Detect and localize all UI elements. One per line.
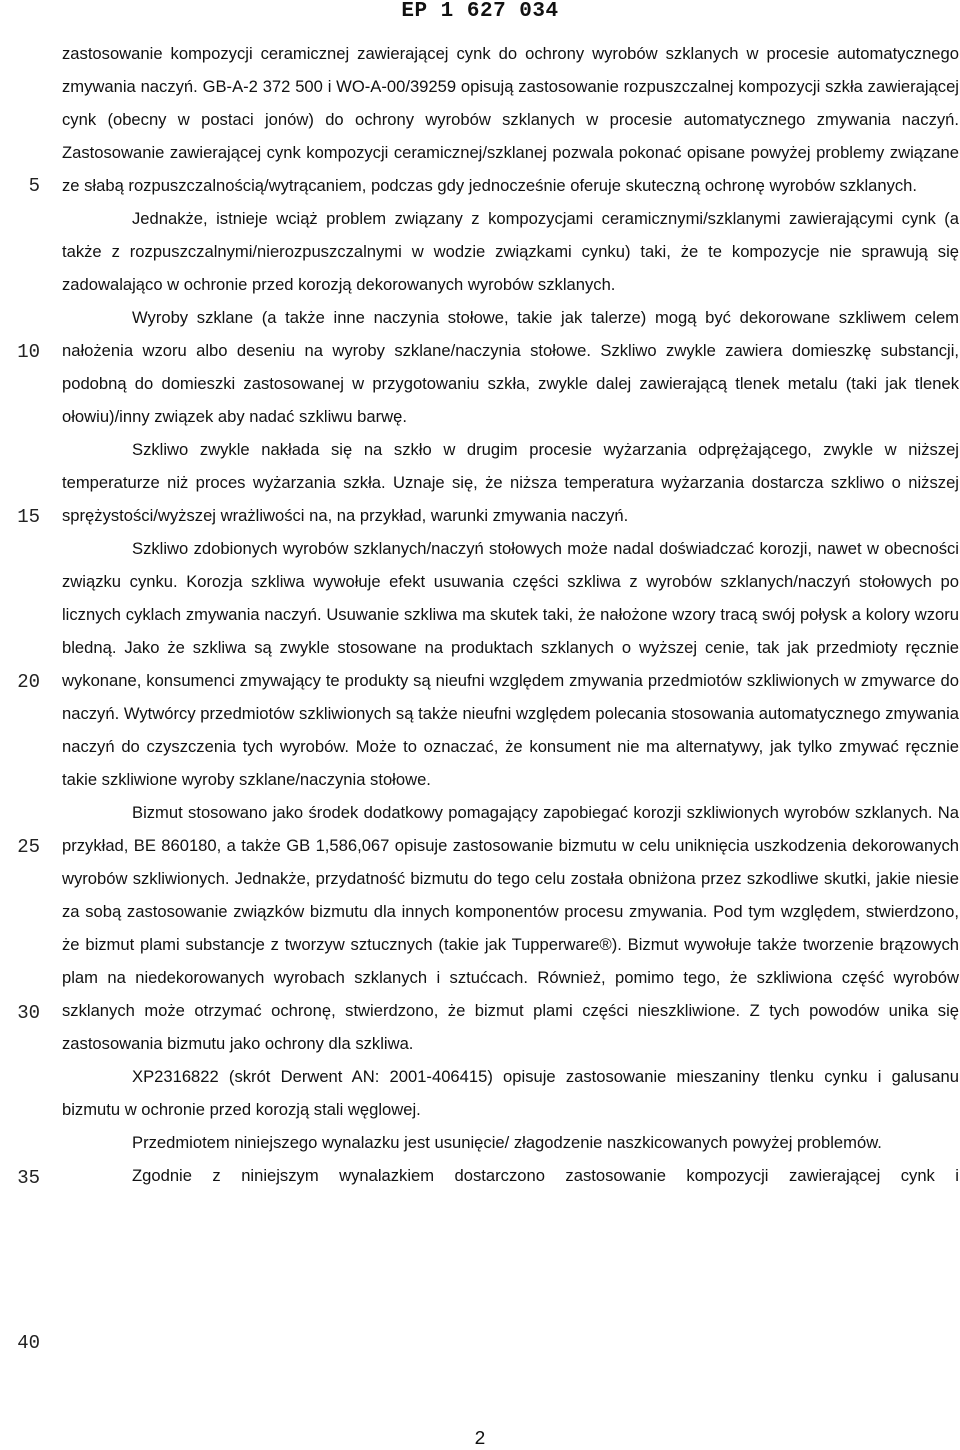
paragraph: Zgodnie z niniejszym wynalazkiem dostarczono zastosowanie kompozycji zawierającej cynk i [132,1166,959,1185]
line-number: 25 [17,836,40,858]
document-number-header: EP 1 627 034 [401,0,559,23]
paragraph: Szkliwo zdobionych wyrobów szklanych/naczyń stołowych może nadal doświadczać korozji, nawet w obecności związku cynku. Korozja szkliwa wywołuje efekt usuwania części szkliwa z wyrobów szklanych/naczyń stołowych po licznych cyklach zmywania naczyń. Usuwanie szkliwa ma skutek taki, że nałożone wzory tracą swój połysk a kolory wzoru bledną. Jako że szkliwa są zwykle stosowane na produktach szklanych o wyższej cenie, tak jak przedmioty ręcznie wykonane, konsumenci zmywający te produkty są nieufni względem zmywania przedmiotów szkliwionych w zmywarce do naczyń. Wytwórcy przedmiotów szkliwionych są także nieufni względem polecania stosowania automatycznego zmywania naczyń do czyszczenia tych wyrobów. Może to oznaczać, że konsument nie ma alternatywy, jak tylko zmywać ręcznie takie szkliwione wyroby szklane/naczynia stołowe. [62,539,959,789]
document-body [62,37,959,1192]
line-number: 15 [17,506,40,528]
line-number: 20 [17,671,40,693]
line-number: 10 [17,341,40,363]
paragraph: Jednakże, istnieje wciąż problem związany z kompozycjami ceramicznymi/szklanymi zawierającymi cynk (a także z rozpuszczalnymi/nierozpuszczalnymi w wodzie związkami cynku) taki, że te kompozycje nie sprawują się zadowalająco w ochronie przed korozją dekorowanych wyrobów szklanych. [62,209,959,294]
paragraph: Bizmut stosowano jako środek dodatkowy pomagający zapobiegać korozji szkliwionych wyrobów szklanych. Na przykład, BE 860180, a także GB 1,586,067 opisuje zastosowanie bizmutu w celu uniknięcia uszkodzenia dekorowanych wyrobów szkliwionych. Jednakże, przydatność bizmutu do tego celu została obniżona przez szkodliwe skutki, jakie niesie za sobą zastosowanie związków bizmutu dla innych komponentów procesu zmywania. Pod tym względem, stwierdzono, że bizmut plami substancje z tworzyw sztucznych (takie jak Tupperware®). Bizmut wywołuje także tworzenie brązowych plam na niedekorowanych wyrobach szklanych i sztućcach. Również, pomimo tego, że szkliwiona część wyrobów szklanych może otrzymać ochronę, stwierdzono, że bizmut plami części nieszkliwione. Z tych powodów unika się zastosowania bizmutu jako ochrony dla szkliwa. [62,803,959,1053]
line-number: 30 [17,1002,40,1024]
paragraph: Przedmiotem niniejszego wynalazku jest usunięcie/ złagodzenie naszkicowanych powyżej problemów. [132,1133,882,1152]
line-number: 5 [28,175,40,197]
line-number: 40 [17,1332,40,1354]
line-number: 35 [17,1167,40,1189]
page-number: 2 [474,1428,486,1450]
paragraph: Wyroby szklane (a także inne naczynia stołowe, takie jak talerze) mogą być dekorowane szkliwem celem nałożenia wzoru albo deseniu na wyroby szklane/naczynia stołowe. Szkliwo zwykle zawiera domieszkę substancji, podobną do domieszki zastosowanej w przygotowaniu szkła, zwykle dalej zawierającą tlenek metalu (taki jak tlenek ołowiu)/inny związek aby nadać szkliwu barwę. [62,308,959,426]
paragraph: Szkliwo zwykle nakłada się na szkło w drugim procesie wyżarzania odprężającego, zwykle w niższej temperaturze niż proces wyżarzania szkła. Uznaje się, że niższa temperatura wyżarzania dostarcza szkliwo o niższej sprężystości/wyższej wrażliwości na, na przykład, warunki zmywania naczyń. [62,440,959,525]
paragraph: zastosowanie kompozycji ceramicznej zawierającej cynk do ochrony wyrobów szklanych w procesie automatycznego zmywania naczyń. GB-A-2 372 500 i WO-A-00/39259 opisują zastosowanie rozpuszczalnej kompozycji szkła zawierającej cynk (obecny w postaci jonów) do ochrony wyrobów szklanych w procesie automatycznego zmywania naczyń. Zastosowanie zawierającej cynk kompozycji ceramicznej/szklanej pozwala pokonać opisane powyżej problemy związane ze słabą rozpuszczalnością/wytrącaniem, podczas gdy jednocześnie oferuje skuteczną ochronę wyrobów szklanych. [62,44,959,195]
paragraph: XP2316822 (skrót Derwent AN: 2001-406415) opisuje zastosowanie mieszaniny tlenku cynku i galusanu bizmutu w ochronie przed korozją stali węglowej. [62,1067,959,1119]
